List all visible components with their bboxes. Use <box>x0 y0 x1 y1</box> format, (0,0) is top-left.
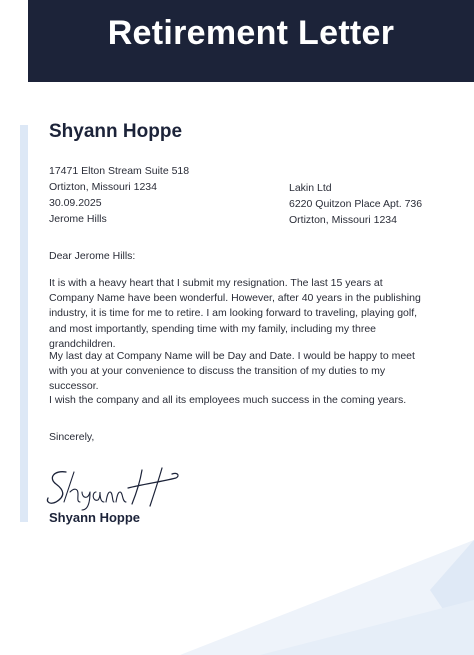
sender-address-line1: 17471 Elton Stream Suite 518 <box>49 165 190 177</box>
letter-greeting: Dear Jerome Hills: <box>49 250 136 262</box>
recipient-address-line1: 6220 Quitzon Place Apt. 736 <box>289 198 423 210</box>
signer-name: Shyann Hoppe <box>49 510 141 525</box>
recipient-company: Lakin Ltd <box>289 182 332 194</box>
letter-paragraph-1: It is with a heavy heart that I submit my resignation. The last 15 years at Company Name have been wonderful. However, after 40 years in the publishing industry, it is time for me to retire. I am looking forward to traveling, playing golf, and most importantly, spending time with my family, including my three grandchildren. <box>49 277 421 350</box>
header-bar <box>28 0 474 82</box>
handwritten-signature <box>44 462 194 512</box>
accent-bar <box>20 125 28 522</box>
recipient-name: Jerome Hills <box>49 213 107 225</box>
sender-name: Shyann Hoppe <box>49 121 183 142</box>
page-title: Retirement Letter <box>107 14 395 52</box>
recipient-address-line2: Ortizton, Missouri 1234 <box>289 214 397 226</box>
letter-closing: Sincerely, <box>49 431 95 443</box>
sender-address-block <box>49 163 189 227</box>
sender-address-line2: Ortizton, Missouri 1234 <box>49 181 157 193</box>
letter-date: 30.09.2025 <box>49 197 102 209</box>
letter-paragraph-3: I wish the company and all its employees much success in the coming years. <box>49 394 407 406</box>
letter-paragraph-2: My last day at Company Name will be Day and Date. I would be happy to meet with you at your convenience to discuss the transition of my duties to my successor. <box>49 350 415 393</box>
recipient-address-block <box>289 180 422 228</box>
